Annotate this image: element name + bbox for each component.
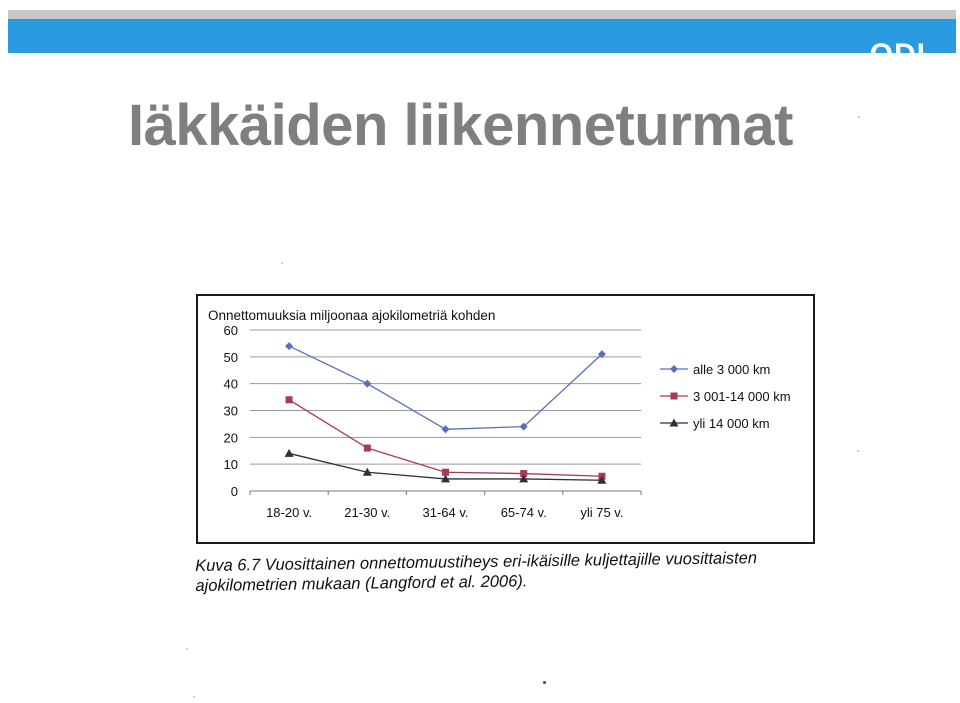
top-stripe [8,10,956,19]
y-tick-label: 30 [223,403,238,419]
chart-title: Onnettomuuksia miljoonaa ajokilometriä kohden [208,308,496,323]
legend-label: alle 3 000 km [693,362,771,377]
x-tick-label: 21-30 v. [344,505,391,520]
data-point [363,380,371,388]
legend-marker [671,393,678,400]
data-point [286,396,293,403]
x-tick-label: 65-74 v. [500,505,547,520]
scan-speck [281,262,283,264]
grid-lines [250,330,641,464]
data-point [285,342,293,350]
legend-label: 3 001-14 000 km [693,389,791,404]
y-tick-label: 40 [223,376,238,392]
y-tick-label: 50 [223,349,238,365]
odl-logo: ODL [869,38,936,71]
scan-speck [543,681,546,684]
x-tick-label: 18-20 v. [266,505,313,520]
slide-title: Iäkkäiden liikenneturmat [128,93,793,158]
x-tick-label: yli 75 v. [580,505,624,520]
series-lines [285,342,607,484]
scan-speck [186,648,188,650]
series-line [289,346,602,429]
legend-marker [670,365,678,373]
scan-speck [857,450,859,452]
scan-speck [858,116,860,118]
figure-caption [195,547,815,596]
data-point [442,425,450,433]
chart-frame [196,294,815,544]
caption-line-2: ajokilometrien mukaan (Langford et al. 2006). [195,572,528,595]
y-tick-label: 20 [223,430,238,446]
y-tick-label: 0 [230,484,238,499]
scan-speck [193,696,195,698]
header-bar [8,19,956,71]
y-tick-label: 10 [223,457,238,473]
data-point [285,449,294,457]
y-tick-label: 60 [223,323,238,338]
legend-label: yli 14 000 km [693,416,770,431]
line-chart [198,296,813,542]
data-point [364,445,371,452]
legend [660,362,791,431]
caption-line-1: Kuva 6.7 Vuosittainen onnettomuustiheys eri-ikäisille kuljettajille vuosittaisten [195,549,758,575]
x-tick-label: 31-64 v. [422,505,469,520]
